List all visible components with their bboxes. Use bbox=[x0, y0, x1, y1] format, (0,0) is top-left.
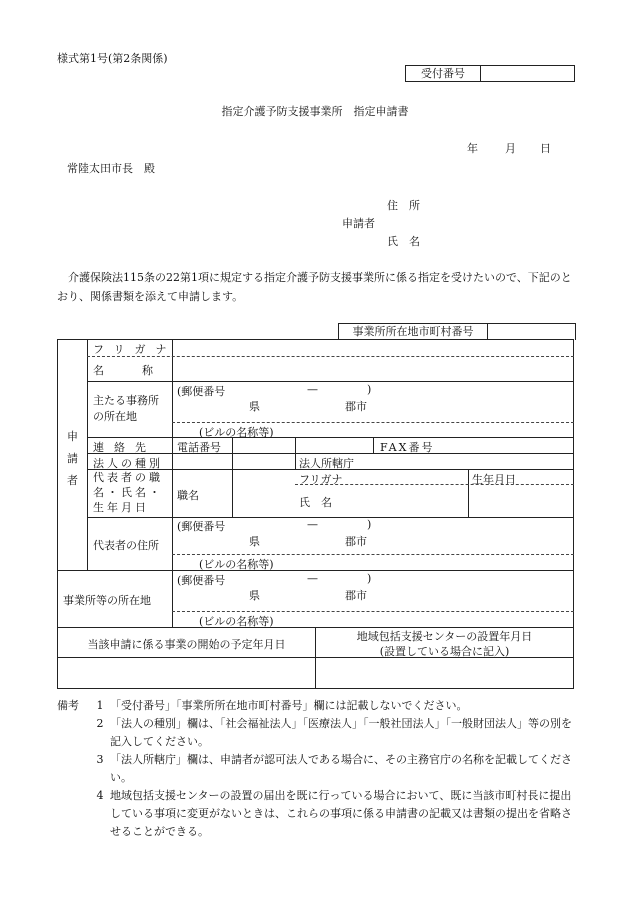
reception-number-label: 受付番号 bbox=[406, 66, 481, 81]
reception-number-field[interactable] bbox=[481, 66, 574, 81]
center-date-label-1: 地域包括支援センターの設置年月日 bbox=[356, 630, 533, 643]
birth-date-label: 生年月日 bbox=[472, 473, 516, 486]
office-building-label: (ビルの名称等) bbox=[199, 426, 274, 439]
note-text: 「法人所轄庁」欄は、申請者が認可法人である場合に、その主務官庁の名称を記載してください。 bbox=[110, 753, 572, 784]
biz-postal-close: ) bbox=[367, 572, 372, 585]
name-label: 名称 bbox=[93, 364, 191, 377]
applicant-col-char-2: 請 bbox=[67, 452, 78, 465]
municipal-number-field[interactable] bbox=[488, 324, 575, 340]
job-title-label: 職名 bbox=[177, 489, 199, 502]
note-item bbox=[57, 751, 577, 787]
rep-city-label: 郡市 bbox=[345, 535, 367, 548]
rep-building-label: (ビルの名称等) bbox=[199, 558, 274, 571]
corp-authority-label: 法人所轄庁 bbox=[299, 457, 354, 470]
date-day: 日 bbox=[540, 142, 551, 155]
notes-section bbox=[57, 697, 577, 841]
business-location-label: 事業所等の所在地 bbox=[63, 594, 151, 607]
applicant-address-label: 住 所 bbox=[387, 199, 420, 212]
page-title: 指定介護予防支援事業所 指定申請書 bbox=[221, 105, 409, 118]
applicant-col-char-1: 申 bbox=[67, 430, 78, 443]
biz-building-label: (ビルの名称等) bbox=[199, 615, 274, 628]
office-postal-close: ) bbox=[367, 383, 372, 396]
furigana-label: フリガナ bbox=[93, 343, 177, 356]
note-number: 2 bbox=[96, 717, 104, 730]
date-month: 月 bbox=[505, 142, 516, 155]
start-date-label: 当該申請に係る事業の開始の予定年月日 bbox=[87, 638, 286, 651]
biz-city-label: 郡市 bbox=[345, 589, 367, 602]
municipal-number-label: 事業所所在地市町村番号 bbox=[339, 324, 488, 340]
biz-postal-label: (郵便番号 bbox=[177, 574, 226, 587]
biz-pref-label: 県 bbox=[249, 589, 260, 602]
fax-label: FAX番号 bbox=[380, 441, 435, 454]
applicant-col-char-3: 者 bbox=[67, 474, 78, 487]
note-text: 地域包括支援センターの設置の届出を既に行っている場合において、既に当該市町村長に提出している事項に変更がないときは、これらの事項に係る申請書の記載又は書類の提出を省略させることができる。 bbox=[110, 789, 572, 838]
note-item bbox=[57, 787, 577, 841]
addressee: 常陸太田市長 殿 bbox=[67, 162, 155, 175]
office-pref-label: 県 bbox=[249, 400, 260, 413]
phone-label: 電話番号 bbox=[177, 441, 221, 454]
office-city-label: 郡市 bbox=[345, 400, 367, 413]
rep-info-label: 代表者の職名・氏名・生年月日 bbox=[93, 471, 163, 514]
office-postal-dash: — bbox=[307, 383, 318, 396]
applicant-name-label: 氏 名 bbox=[387, 235, 420, 248]
application-table bbox=[57, 339, 574, 689]
form-number: 様式第1号(第2条関係) bbox=[57, 52, 168, 65]
note-item bbox=[57, 697, 577, 715]
rep-name-label: 氏 名 bbox=[299, 496, 332, 509]
intro-text: 介護保険法115条の22第1項に規定する指定介護予防支援事業所に係る指定を受けたいので、下記のとおり、関係書類を添えて申請します。 bbox=[57, 271, 572, 303]
notes-label: 備考 bbox=[57, 699, 79, 712]
contact-label: 連絡先 bbox=[93, 441, 156, 454]
note-number: 1 bbox=[96, 699, 104, 712]
note-text: 「受付番号」「事業所所在地市町村番号」欄には記載しないでください。 bbox=[110, 699, 468, 712]
note-number: 3 bbox=[96, 753, 104, 766]
rep-furigana-label: フリガナ bbox=[299, 473, 343, 486]
center-date-label-2: (設置している場合に記入) bbox=[379, 645, 510, 658]
applicant-label: 申請者 bbox=[342, 217, 375, 230]
date-year: 年 bbox=[467, 142, 478, 155]
biz-postal-dash: — bbox=[307, 572, 318, 585]
municipal-number-box bbox=[338, 323, 576, 340]
corp-type-label: 法人の種別 bbox=[93, 457, 163, 470]
rep-postal-close: ) bbox=[367, 518, 372, 531]
office-location-label: 主たる事務所の所在地 bbox=[93, 394, 159, 423]
rep-postal-label: (郵便番号 bbox=[177, 520, 226, 533]
note-text: 「法人の種別」欄は、「社会福祉法人」「医療法人」「一般社団法人」「一般財団法人」等の別を記入してください。 bbox=[110, 717, 572, 748]
office-postal-label: (郵便番号 bbox=[177, 385, 226, 398]
rep-address-label: 代表者の住所 bbox=[93, 539, 159, 552]
rep-pref-label: 県 bbox=[249, 535, 260, 548]
note-item bbox=[57, 715, 577, 751]
rep-postal-dash: — bbox=[307, 518, 318, 531]
note-number: 4 bbox=[96, 789, 104, 802]
reception-number-box bbox=[405, 65, 575, 82]
